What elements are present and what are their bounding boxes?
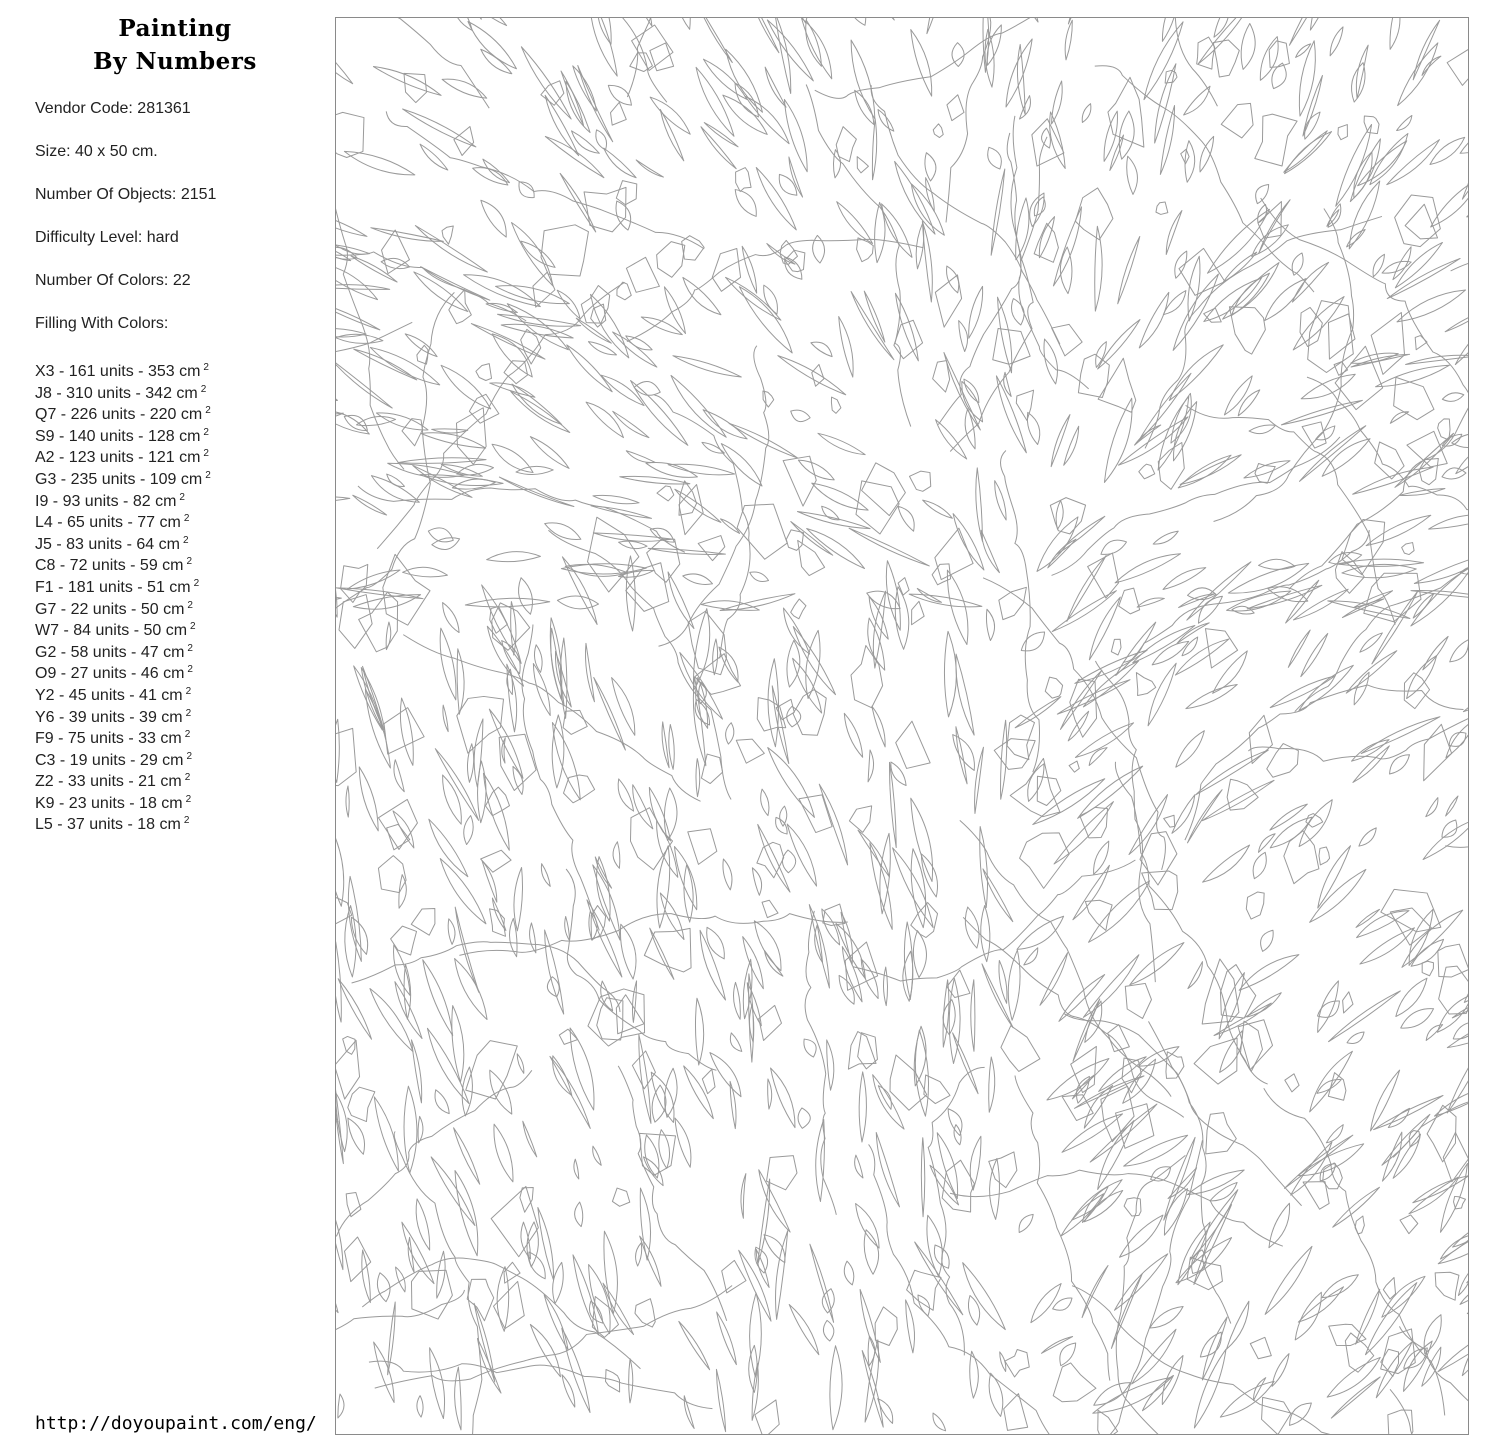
palette-item: Y2 - 45 units - 41 cm $^2$ (35, 685, 192, 704)
palette-item: C8 - 72 units - 59 cm $^2$ (35, 556, 193, 575)
filling-heading: Filling With Colors: (35, 315, 169, 332)
line-art-canvas (335, 17, 1469, 1435)
palette-item: L5 - 37 units - 18 cm $^2$ (35, 815, 190, 834)
palette-item: G3 - 235 units - 109 cm $^2$ (35, 469, 211, 488)
palette-item: Y6 - 39 units - 39 cm $^2$ (35, 707, 192, 726)
palette-item: W7 - 84 units - 50 cm $^2$ (35, 621, 196, 640)
palette-item: G2 - 58 units - 47 cm $^2$ (35, 642, 193, 661)
palette-item: X3 - 161 units - 353 cm $^2$ (35, 362, 209, 380)
palette-item: O9 - 27 units - 46 cm $^2$ (35, 664, 193, 683)
palette-item: Z2 - 33 units - 21 cm $^2$ (35, 772, 191, 791)
difficulty-level: Difficulty Level: hard (35, 229, 179, 246)
palette-item: F1 - 181 units - 51 cm $^2$ (35, 577, 200, 596)
palette-item: K9 - 23 units - 18 cm $^2$ (35, 793, 192, 812)
palette-item: S9 - 140 units - 128 cm $^2$ (35, 426, 209, 445)
palette-item: Q7 - 226 units - 220 cm $^2$ (35, 405, 211, 424)
color-palette-list (35, 357, 211, 832)
palette-item: L4 - 65 units - 77 cm $^2$ (35, 513, 190, 532)
vendor-code: Vendor Code: 281361 (35, 100, 191, 117)
product-info-list (35, 98, 216, 356)
objects-count: Number Of Objects: 2151 (35, 186, 217, 203)
colors-count: Number Of Colors: 22 (35, 272, 191, 289)
footer-url[interactable]: http://doyoupaint.com/eng/ (35, 1413, 317, 1434)
info-sidebar (0, 0, 330, 1453)
line-art-outline-icon (336, 18, 1468, 1434)
palette-item: J5 - 83 units - 64 cm $^2$ (35, 534, 189, 553)
palette-item: C3 - 19 units - 29 cm $^2$ (35, 750, 193, 769)
title-line-1: Painting (118, 15, 232, 42)
palette-item: J8 - 310 units - 342 cm $^2$ (35, 383, 207, 402)
size-info: Size: 40 x 50 cm. (35, 143, 158, 160)
palette-item: F9 - 75 units - 33 cm $^2$ (35, 729, 191, 748)
title-line-2: By Numbers (93, 48, 257, 75)
palette-item: G7 - 22 units - 50 cm $^2$ (35, 599, 193, 618)
palette-item: I9 - 93 units - 82 cm $^2$ (35, 491, 185, 510)
palette-item: A2 - 123 units - 121 cm $^2$ (35, 448, 209, 467)
page-title (70, 12, 280, 78)
